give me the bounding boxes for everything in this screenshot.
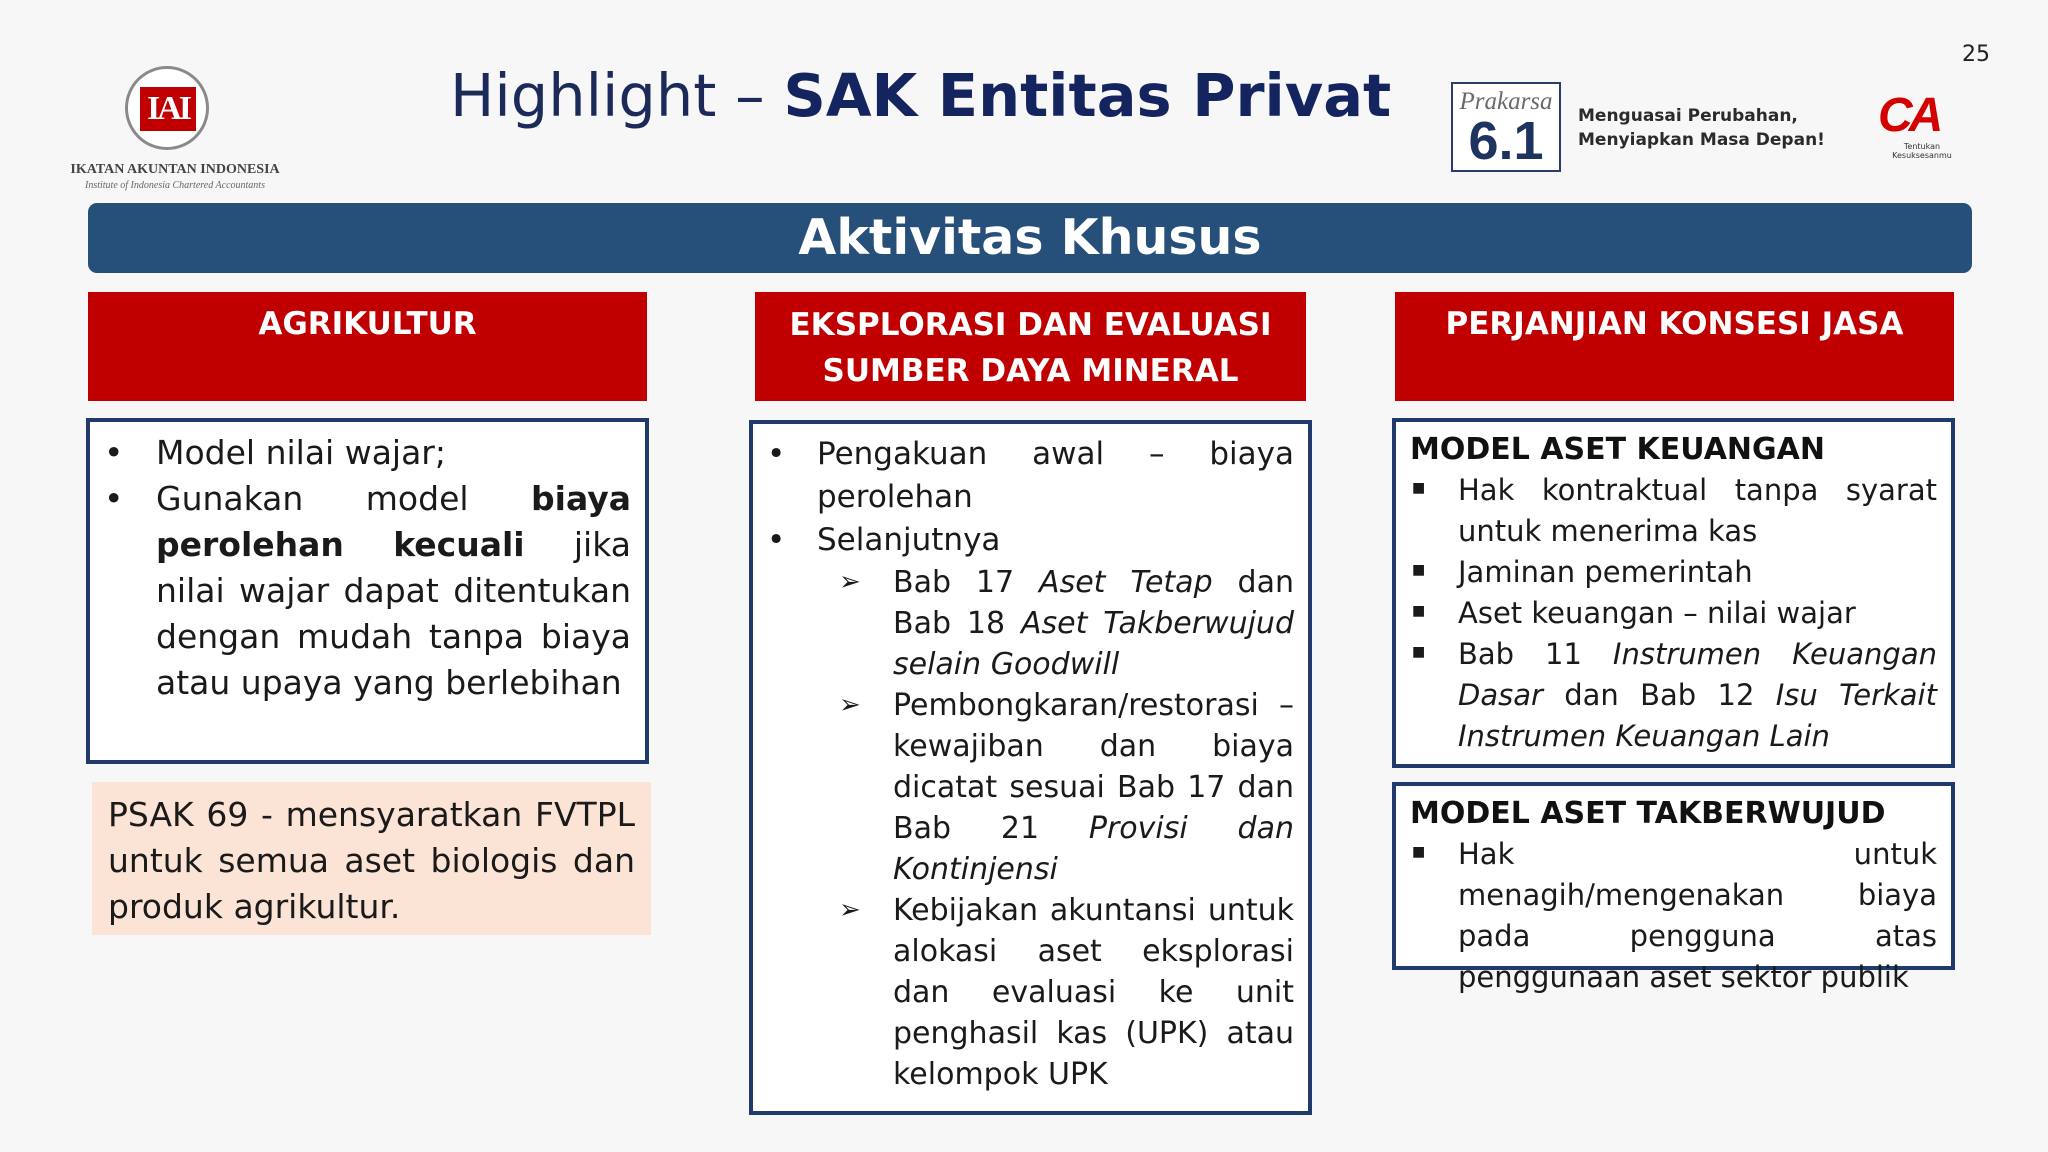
keuangan-item-4 xyxy=(1396,634,1937,757)
psak-note: PSAK 69 - mensyaratkan FVTPL untuk semua aset biologis dan produk agrikultur. xyxy=(92,782,651,935)
model-aset-takberwujud-box xyxy=(1392,782,1955,994)
bullet2-text: Gunakan model xyxy=(156,479,532,518)
item4-text: Bab 11 xyxy=(1458,637,1613,671)
model-aset-keuangan-heading: MODEL ASET KEUANGAN xyxy=(1410,432,1825,467)
model-aset-takberwujud-list xyxy=(1396,834,1951,998)
eksplorasi-sub-3: ➢ Kebijakan akuntansi untuk alokasi aset eksplorasi dan evaluasi ke unit penghasil kas (UPK) atau kelompok UPK xyxy=(753,890,1294,1095)
header-eksplorasi xyxy=(755,292,1306,401)
bullet2-text-end: jika nilai wajar dapat ditentukan dengan mudah tanpa biaya atau upaya yang berlebihan xyxy=(156,525,631,702)
header-eksplorasi-line2: SUMBER DAYA MINERAL xyxy=(822,353,1239,389)
page-number: 25 xyxy=(1962,42,1990,67)
agrikultur-bullet-1: • Model nilai wajar; xyxy=(90,430,631,476)
eksplorasi-sublist xyxy=(753,562,1308,1095)
iai-logo-emblem xyxy=(125,66,209,150)
ca-logo-text: CA xyxy=(1878,89,1940,142)
iai-logo-name: IKATAN AKUNTAN INDONESIA xyxy=(70,162,280,177)
bullet2-bold-biaya: biaya perolehan xyxy=(156,479,631,564)
model-aset-keuangan-list xyxy=(1396,470,1951,757)
prakarsa-logo xyxy=(1451,82,1561,172)
ca-logo-sub: Tentukan Kesuksesanmu xyxy=(1892,142,1952,160)
tagline xyxy=(1578,104,1825,152)
sub1-text: Bab 17 xyxy=(893,565,1040,600)
tagline-line1: Menguasai Perubahan, xyxy=(1578,106,1798,126)
eksplorasi-sub-2 xyxy=(753,685,1294,890)
keuangan-item-1: ■ Hak kontraktual tanpa syarat untuk menerima kas xyxy=(1396,470,1937,552)
prakarsa-number: 6.1 xyxy=(1468,111,1544,171)
bullet2-space xyxy=(344,525,393,564)
sub1-italic-aset-tetap: Aset Tetap xyxy=(1039,565,1213,600)
iai-logo xyxy=(55,62,295,202)
eksplorasi-sub-1 xyxy=(753,562,1294,685)
sub2-text: Pembongkaran/restorasi – kewajiban dan biaya dicatat sesuai Bab 17 dan Bab 21 xyxy=(893,688,1294,846)
eksplorasi-box xyxy=(749,420,1312,1115)
header-konsesi: PERJANJIAN KONSESI JASA xyxy=(1395,292,1954,401)
keuangan-item-3: ■ Aset keuangan – nilai wajar xyxy=(1396,593,1937,634)
takberwujud-item-1: ■ Hak untuk menagih/mengenakan biaya pada pengguna atas penggunaan aset sektor publik xyxy=(1396,834,1937,998)
eksplorasi-list xyxy=(753,433,1308,562)
model-aset-keuangan-box xyxy=(1392,418,1955,768)
sub1-text-mid: dan Bab 18 xyxy=(893,565,1294,641)
eksplorasi-bullet-2: • Selanjutnya xyxy=(753,519,1294,562)
agrikultur-bullet-2 xyxy=(90,476,631,706)
sub2-italic-provisi: Provisi dan Kontinjensi xyxy=(893,811,1294,887)
title-sak: SAK Entitas Privat xyxy=(783,61,1392,130)
ca-logo xyxy=(1878,89,1988,164)
item4-italic-lain: Isu Terkait Instrumen Keuangan Lain xyxy=(1458,678,1937,753)
header-agrikultur: AGRIKULTUR xyxy=(88,292,647,401)
eksplorasi-bullet-1: • Pengakuan awal – biaya perolehan xyxy=(753,433,1294,519)
bullet2-bold-kecuali: kecuali xyxy=(393,525,525,564)
prakarsa-word: Prakarsa xyxy=(1459,88,1553,115)
tagline-line2: Menyiapkan Masa Depan! xyxy=(1578,130,1825,150)
keuangan-item-2: ■ Jaminan pemerintah xyxy=(1396,552,1937,593)
item4-text-mid: dan Bab 12 xyxy=(1542,678,1776,712)
agrikultur-box xyxy=(86,418,649,764)
title-highlight: Highlight – xyxy=(450,61,784,130)
item4-italic-dasar: Instrumen Keuangan Dasar xyxy=(1458,637,1937,712)
slide-title xyxy=(450,56,1391,136)
banner-text: Aktivitas Khusus xyxy=(798,209,1262,266)
section-banner xyxy=(88,203,1972,273)
header-eksplorasi-line1: EKSPLORASI DAN EVALUASI xyxy=(789,307,1272,343)
agrikultur-list xyxy=(90,430,645,706)
iai-logo-subtitle: Institute of Indonesia Chartered Accountants xyxy=(85,180,265,191)
model-aset-takberwujud-heading: MODEL ASET TAKBERWUJUD xyxy=(1410,796,1886,831)
sub1-italic-takberwujud: Aset Takberwujud selain Goodwill xyxy=(893,606,1294,682)
iai-logo-mark: IAI xyxy=(140,87,196,131)
